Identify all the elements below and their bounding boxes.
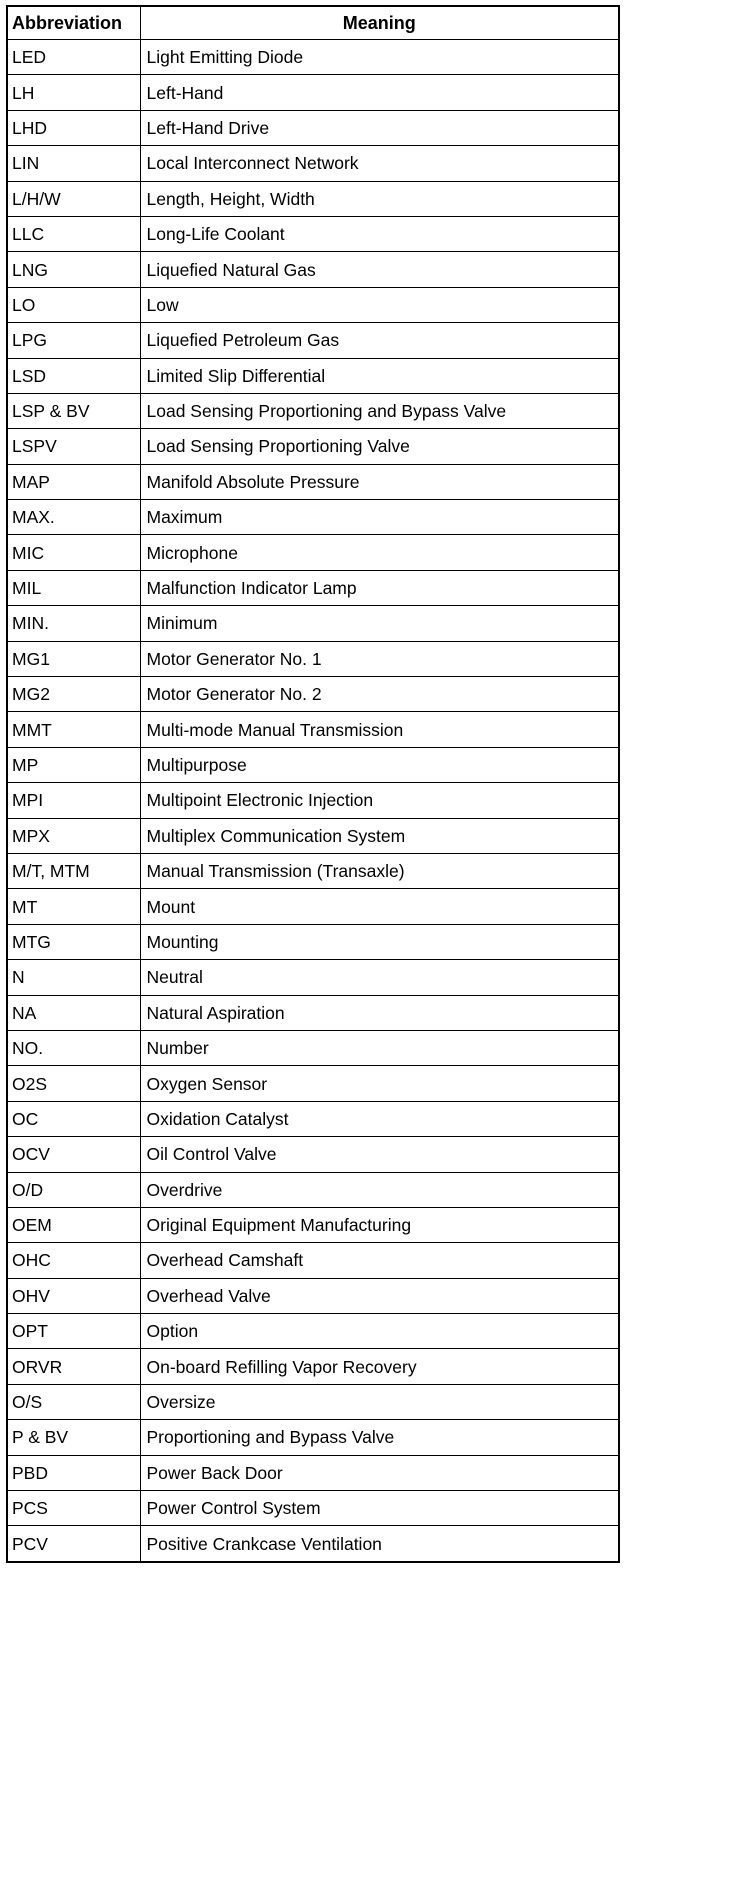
table-row (7, 1243, 619, 1278)
abbreviation-cell: MIN. (7, 606, 140, 641)
meaning-cell: Natural Aspiration (140, 995, 619, 1030)
meaning-cell: Manual Transmission (Transaxle) (140, 853, 619, 888)
abbreviation-cell: LSP & BV (7, 393, 140, 428)
meaning-cell: Positive Crankcase Ventilation (140, 1526, 619, 1562)
meaning-cell: Overhead Camshaft (140, 1243, 619, 1278)
table-row (7, 464, 619, 499)
meaning-cell: Multiplex Communication System (140, 818, 619, 853)
abbreviation-cell: OHC (7, 1243, 140, 1278)
table-row (7, 1455, 619, 1490)
meaning-cell: Option (140, 1314, 619, 1349)
meaning-cell: Neutral (140, 960, 619, 995)
abbreviation-cell: LSD (7, 358, 140, 393)
abbreviation-cell: O/S (7, 1384, 140, 1419)
meaning-cell: Minimum (140, 606, 619, 641)
meaning-cell: Oversize (140, 1384, 619, 1419)
abbreviation-cell: MIC (7, 535, 140, 570)
abbreviation-cell: LHD (7, 110, 140, 145)
table-row (7, 606, 619, 641)
table-row (7, 712, 619, 747)
abbreviation-cell: MG2 (7, 677, 140, 712)
table-row (7, 75, 619, 110)
meaning-cell: Malfunction Indicator Lamp (140, 570, 619, 605)
abbreviation-cell: MTG (7, 924, 140, 959)
abbreviation-table (6, 5, 620, 1563)
abbreviation-cell: OHV (7, 1278, 140, 1313)
abbreviation-cell: OC (7, 1101, 140, 1136)
meaning-cell: Power Back Door (140, 1455, 619, 1490)
meaning-cell: Liquefied Natural Gas (140, 252, 619, 287)
meaning-cell: Oxidation Catalyst (140, 1101, 619, 1136)
abbreviation-cell: MIL (7, 570, 140, 605)
meaning-cell: Multipoint Electronic Injection (140, 783, 619, 818)
abbreviation-cell: LIN (7, 146, 140, 181)
table-row (7, 1137, 619, 1172)
table-row (7, 358, 619, 393)
meaning-cell: Oil Control Valve (140, 1137, 619, 1172)
table-row (7, 1066, 619, 1101)
meaning-cell: Proportioning and Bypass Valve (140, 1420, 619, 1455)
table-row (7, 641, 619, 676)
table-row (7, 216, 619, 251)
meaning-cell: Left-Hand (140, 75, 619, 110)
table-row (7, 995, 619, 1030)
abbreviation-cell: ORVR (7, 1349, 140, 1384)
meaning-cell: Motor Generator No. 1 (140, 641, 619, 676)
table-row (7, 818, 619, 853)
table-row (7, 1207, 619, 1242)
table-row (7, 1278, 619, 1313)
table-row (7, 1491, 619, 1526)
table-row (7, 960, 619, 995)
abbreviation-cell: MAP (7, 464, 140, 499)
abbreviation-cell: P & BV (7, 1420, 140, 1455)
abbreviation-cell: LO (7, 287, 140, 322)
meaning-cell: Power Control System (140, 1491, 619, 1526)
table-row (7, 783, 619, 818)
meaning-cell: Oxygen Sensor (140, 1066, 619, 1101)
meaning-cell: Long-Life Coolant (140, 216, 619, 251)
table-row (7, 1384, 619, 1419)
abbreviation-cell: MAX. (7, 500, 140, 535)
table-header-row (7, 6, 619, 40)
table-row (7, 1314, 619, 1349)
meaning-cell: Number (140, 1030, 619, 1065)
meaning-cell: Motor Generator No. 2 (140, 677, 619, 712)
table-body (7, 40, 619, 1562)
table-row (7, 323, 619, 358)
table-row (7, 429, 619, 464)
abbreviation-cell: LNG (7, 252, 140, 287)
meaning-cell: Overdrive (140, 1172, 619, 1207)
abbreviation-cell: OPT (7, 1314, 140, 1349)
abbreviation-cell: PBD (7, 1455, 140, 1490)
table-row (7, 924, 619, 959)
abbreviation-cell: LH (7, 75, 140, 110)
abbreviation-cell: PCV (7, 1526, 140, 1562)
abbreviation-cell: NA (7, 995, 140, 1030)
table-row (7, 1526, 619, 1562)
abbreviation-cell: LSPV (7, 429, 140, 464)
table-row (7, 1101, 619, 1136)
meaning-cell: Original Equipment Manufacturing (140, 1207, 619, 1242)
meaning-cell: Multi-mode Manual Transmission (140, 712, 619, 747)
table-row (7, 181, 619, 216)
abbreviation-cell: LLC (7, 216, 140, 251)
meaning-cell: Mounting (140, 924, 619, 959)
table-row (7, 853, 619, 888)
meaning-cell: Limited Slip Differential (140, 358, 619, 393)
abbreviation-cell: LED (7, 40, 140, 75)
abbreviation-cell: MMT (7, 712, 140, 747)
table-row (7, 677, 619, 712)
table-row (7, 287, 619, 322)
table-row (7, 500, 619, 535)
abbreviation-cell: O/D (7, 1172, 140, 1207)
header-abbreviation: Abbreviation (7, 6, 140, 40)
table-row (7, 393, 619, 428)
abbreviation-cell: MP (7, 747, 140, 782)
table-row (7, 146, 619, 181)
table-row (7, 1030, 619, 1065)
abbreviation-cell: MT (7, 889, 140, 924)
meaning-cell: Microphone (140, 535, 619, 570)
meaning-cell: Local Interconnect Network (140, 146, 619, 181)
abbreviation-cell: NO. (7, 1030, 140, 1065)
meaning-cell: Overhead Valve (140, 1278, 619, 1313)
table-row (7, 1172, 619, 1207)
abbreviation-cell: OCV (7, 1137, 140, 1172)
abbreviation-cell: N (7, 960, 140, 995)
meaning-cell: Left-Hand Drive (140, 110, 619, 145)
abbreviation-cell: OEM (7, 1207, 140, 1242)
meaning-cell: Light Emitting Diode (140, 40, 619, 75)
meaning-cell: Load Sensing Proportioning and Bypass Valve (140, 393, 619, 428)
meaning-cell: Length, Height, Width (140, 181, 619, 216)
table-row (7, 570, 619, 605)
meaning-cell: Manifold Absolute Pressure (140, 464, 619, 499)
meaning-cell: Multipurpose (140, 747, 619, 782)
meaning-cell: Maximum (140, 500, 619, 535)
abbreviation-cell: LPG (7, 323, 140, 358)
header-meaning: Meaning (140, 6, 619, 40)
abbreviation-cell: O2S (7, 1066, 140, 1101)
table-row (7, 40, 619, 75)
table-row (7, 1420, 619, 1455)
abbreviation-cell: MG1 (7, 641, 140, 676)
meaning-cell: Liquefied Petroleum Gas (140, 323, 619, 358)
table-row (7, 747, 619, 782)
meaning-cell: Load Sensing Proportioning Valve (140, 429, 619, 464)
meaning-cell: Low (140, 287, 619, 322)
table-row (7, 889, 619, 924)
abbreviation-cell: M/T, MTM (7, 853, 140, 888)
abbreviation-cell: L/H/W (7, 181, 140, 216)
table-row (7, 535, 619, 570)
abbreviation-cell: MPI (7, 783, 140, 818)
table-row (7, 110, 619, 145)
abbreviation-cell: PCS (7, 1491, 140, 1526)
table-row (7, 252, 619, 287)
abbreviation-cell: MPX (7, 818, 140, 853)
table-row (7, 1349, 619, 1384)
meaning-cell: Mount (140, 889, 619, 924)
meaning-cell: On-board Refilling Vapor Recovery (140, 1349, 619, 1384)
